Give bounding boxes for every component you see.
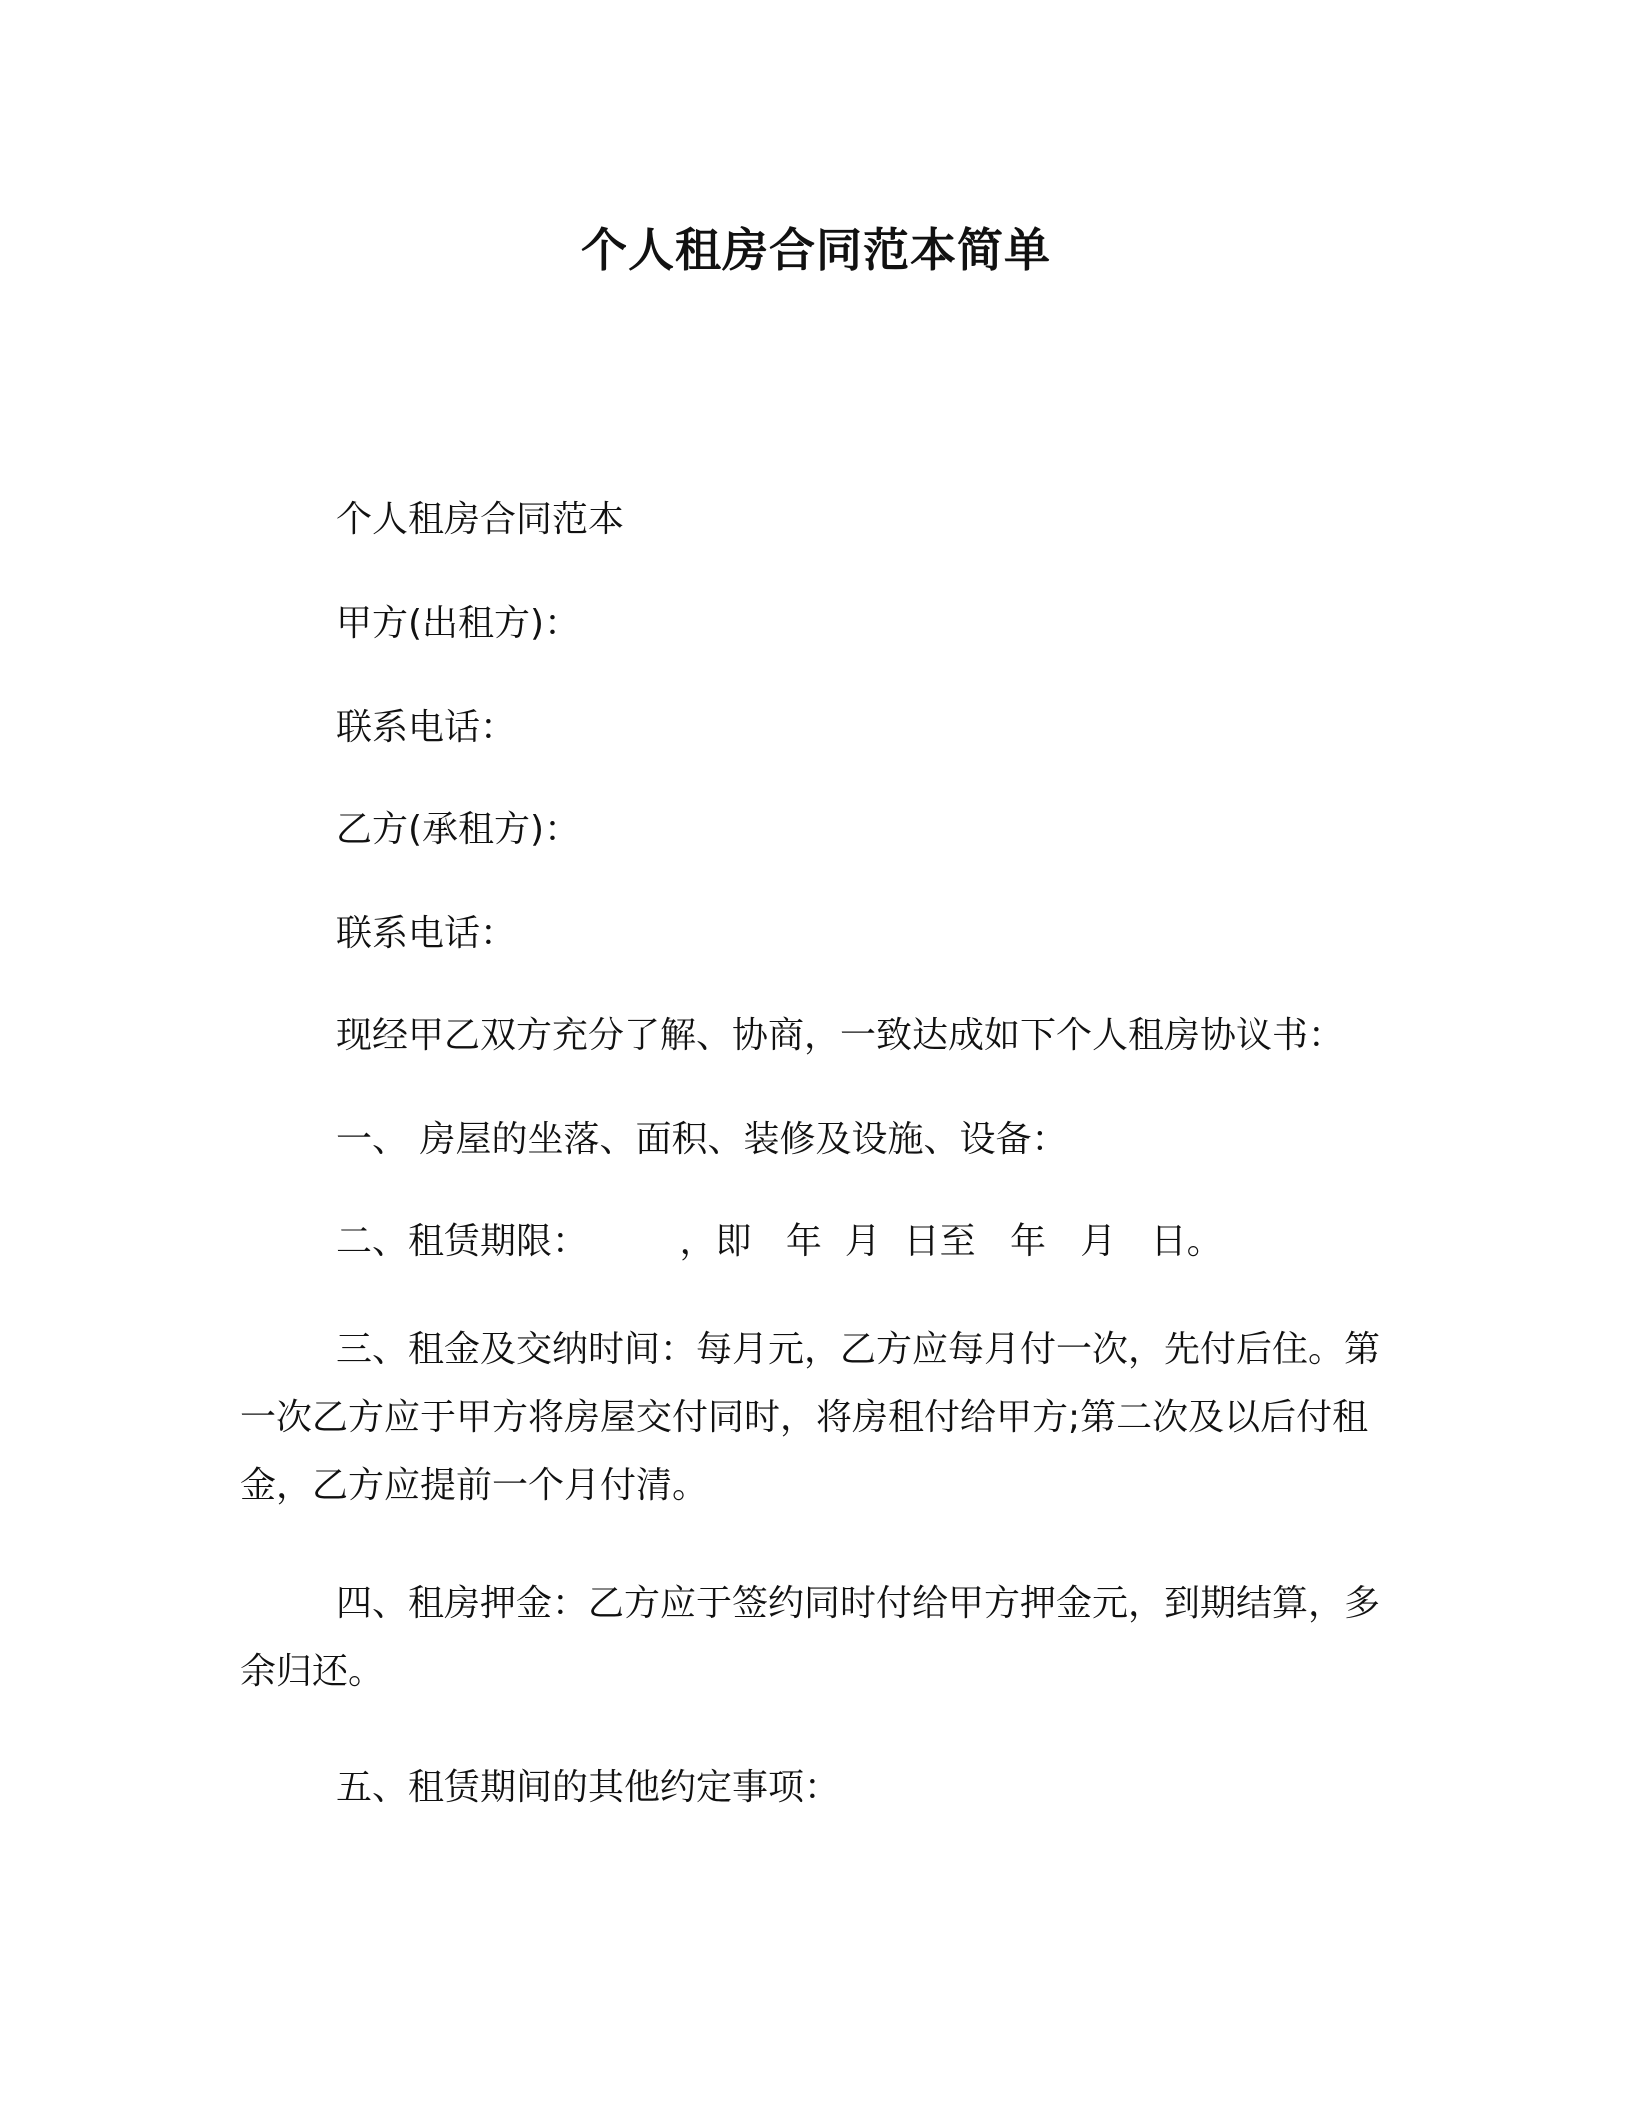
intro-paragraph: 现经甲乙双方充分了解、协商，一致达成如下个人租房协议书：: [336, 1015, 1345, 1056]
document-title: 个人租房合同范本简单: [581, 223, 1051, 277]
party-b-phone-line: 联系电话：: [336, 913, 517, 954]
clause-4: 四、租房押金：乙方应于签约同时付给甲方押金元，到期结算，多余归还。: [240, 1583, 1381, 1692]
party-b-line: 乙方(承租方)：: [336, 809, 581, 850]
party-a-line: 甲方(出租方)：: [336, 603, 581, 644]
clause-5: 五、租赁期间的其他约定事项：: [336, 1767, 841, 1808]
clause-1: 一、 房屋的坐落、面积、装修及设施、设备：: [336, 1119, 1068, 1160]
party-a-phone-line: 联系电话：: [336, 707, 517, 748]
clause-3: 三、租金及交纳时间：每月元，乙方应每月付一次，先付后住。第一次乙方应于甲方将房屋交付同时，将房租付给甲方;第二次及以后付租金，乙方应提前一个月付清。: [240, 1329, 1381, 1506]
clause-2: 二、租赁期限： ，即 年 月 日至 年 月 日。: [336, 1221, 1223, 1262]
contract-subtitle: 个人租房合同范本: [336, 499, 625, 540]
